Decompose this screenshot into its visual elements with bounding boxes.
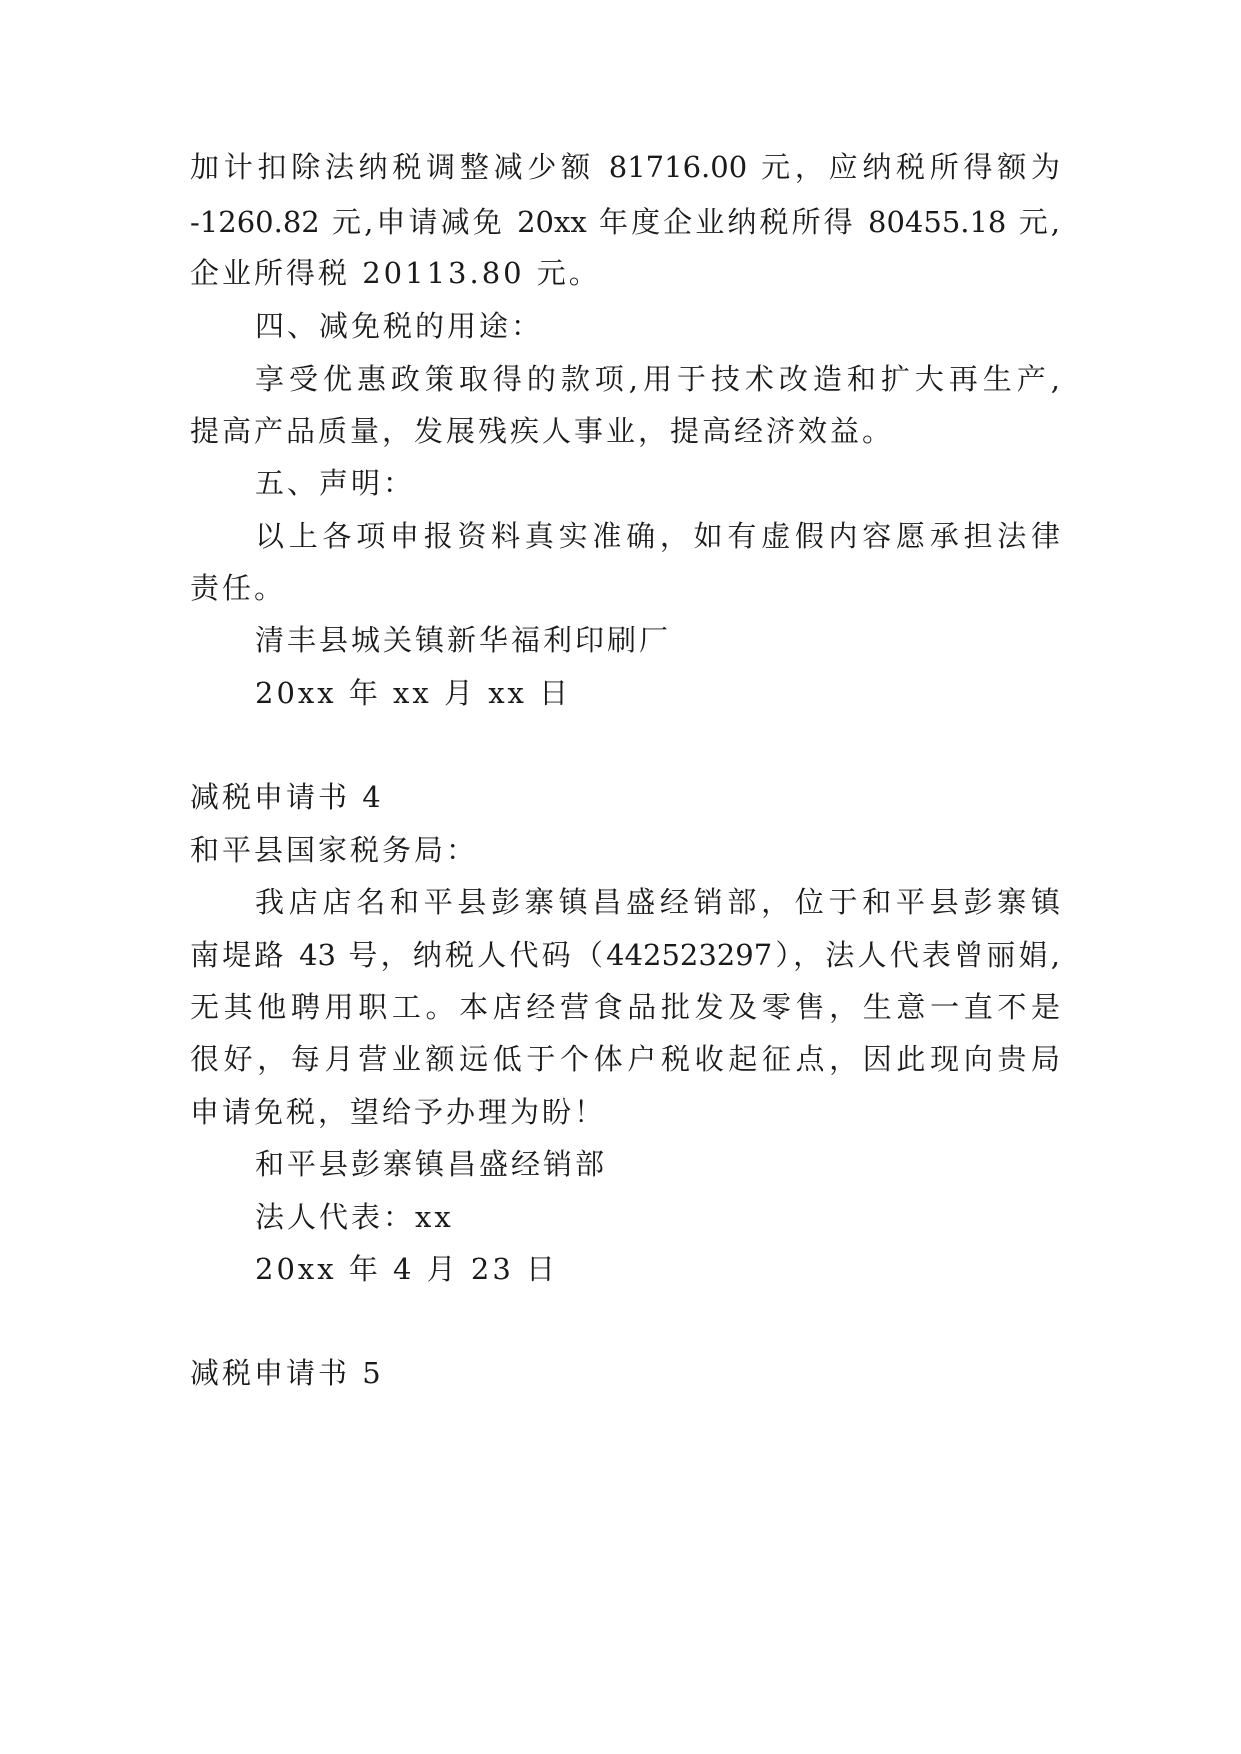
letter-title: 减税申请书 5 xyxy=(190,1356,384,1390)
paragraph-line: 我店店名和平县彭寨镇昌盛经销部，位于和平县彭寨镇 xyxy=(255,885,1060,919)
signer-name: 清丰县城关镇新华福利印刷厂 xyxy=(255,623,672,657)
section-heading: 四、减免税的用途： xyxy=(255,309,544,343)
paragraph-line: -1260.82 元,申请减免 20xx 年度企业纳税所得 80455.18 元, xyxy=(190,205,1060,239)
section-heading: 五、声明： xyxy=(255,466,416,500)
paragraph-line: 以上各项申报资料真实准确，如有虚假内容愿承担法律 xyxy=(255,519,1060,553)
paragraph-line: 责任。 xyxy=(190,571,287,605)
paragraph-line: 南堤路 43 号，纳税人代码（442523297），法人代表曾丽娟, xyxy=(190,938,1060,972)
paragraph-line: 提高产品质量，发展残疾人事业，提高经济效益。 xyxy=(190,414,895,448)
signature-date: 20xx 年 xx 月 xx 日 xyxy=(255,676,572,710)
signer-name: 和平县彭寨镇昌盛经销部 xyxy=(255,1147,608,1181)
paragraph-line: 申请免税，望给予办理为盼！ xyxy=(190,1095,607,1129)
letter-title: 减税申请书 4 xyxy=(190,780,384,814)
paragraph-line: 享受优惠政策取得的款项,用于技术改造和扩大再生产, xyxy=(255,362,1060,396)
legal-representative: 法人代表：xx xyxy=(255,1200,454,1234)
letter-recipient: 和平县国家税务局： xyxy=(190,833,479,867)
paragraph-line: 无其他聘用职工。本店经营食品批发及零售，生意一直不是 xyxy=(190,990,1060,1024)
paragraph-line: 企业所得税 20113.80 元。 xyxy=(190,256,601,290)
paragraph-line: 加计扣除法纳税调整减少额 81716.00 元，应纳税所得额为 xyxy=(190,150,1060,184)
signature-date: 20xx 年 4 月 23 日 xyxy=(255,1252,559,1286)
paragraph-line: 很好，每月营业额远低于个体户税收起征点，因此现向贵局 xyxy=(190,1042,1060,1076)
